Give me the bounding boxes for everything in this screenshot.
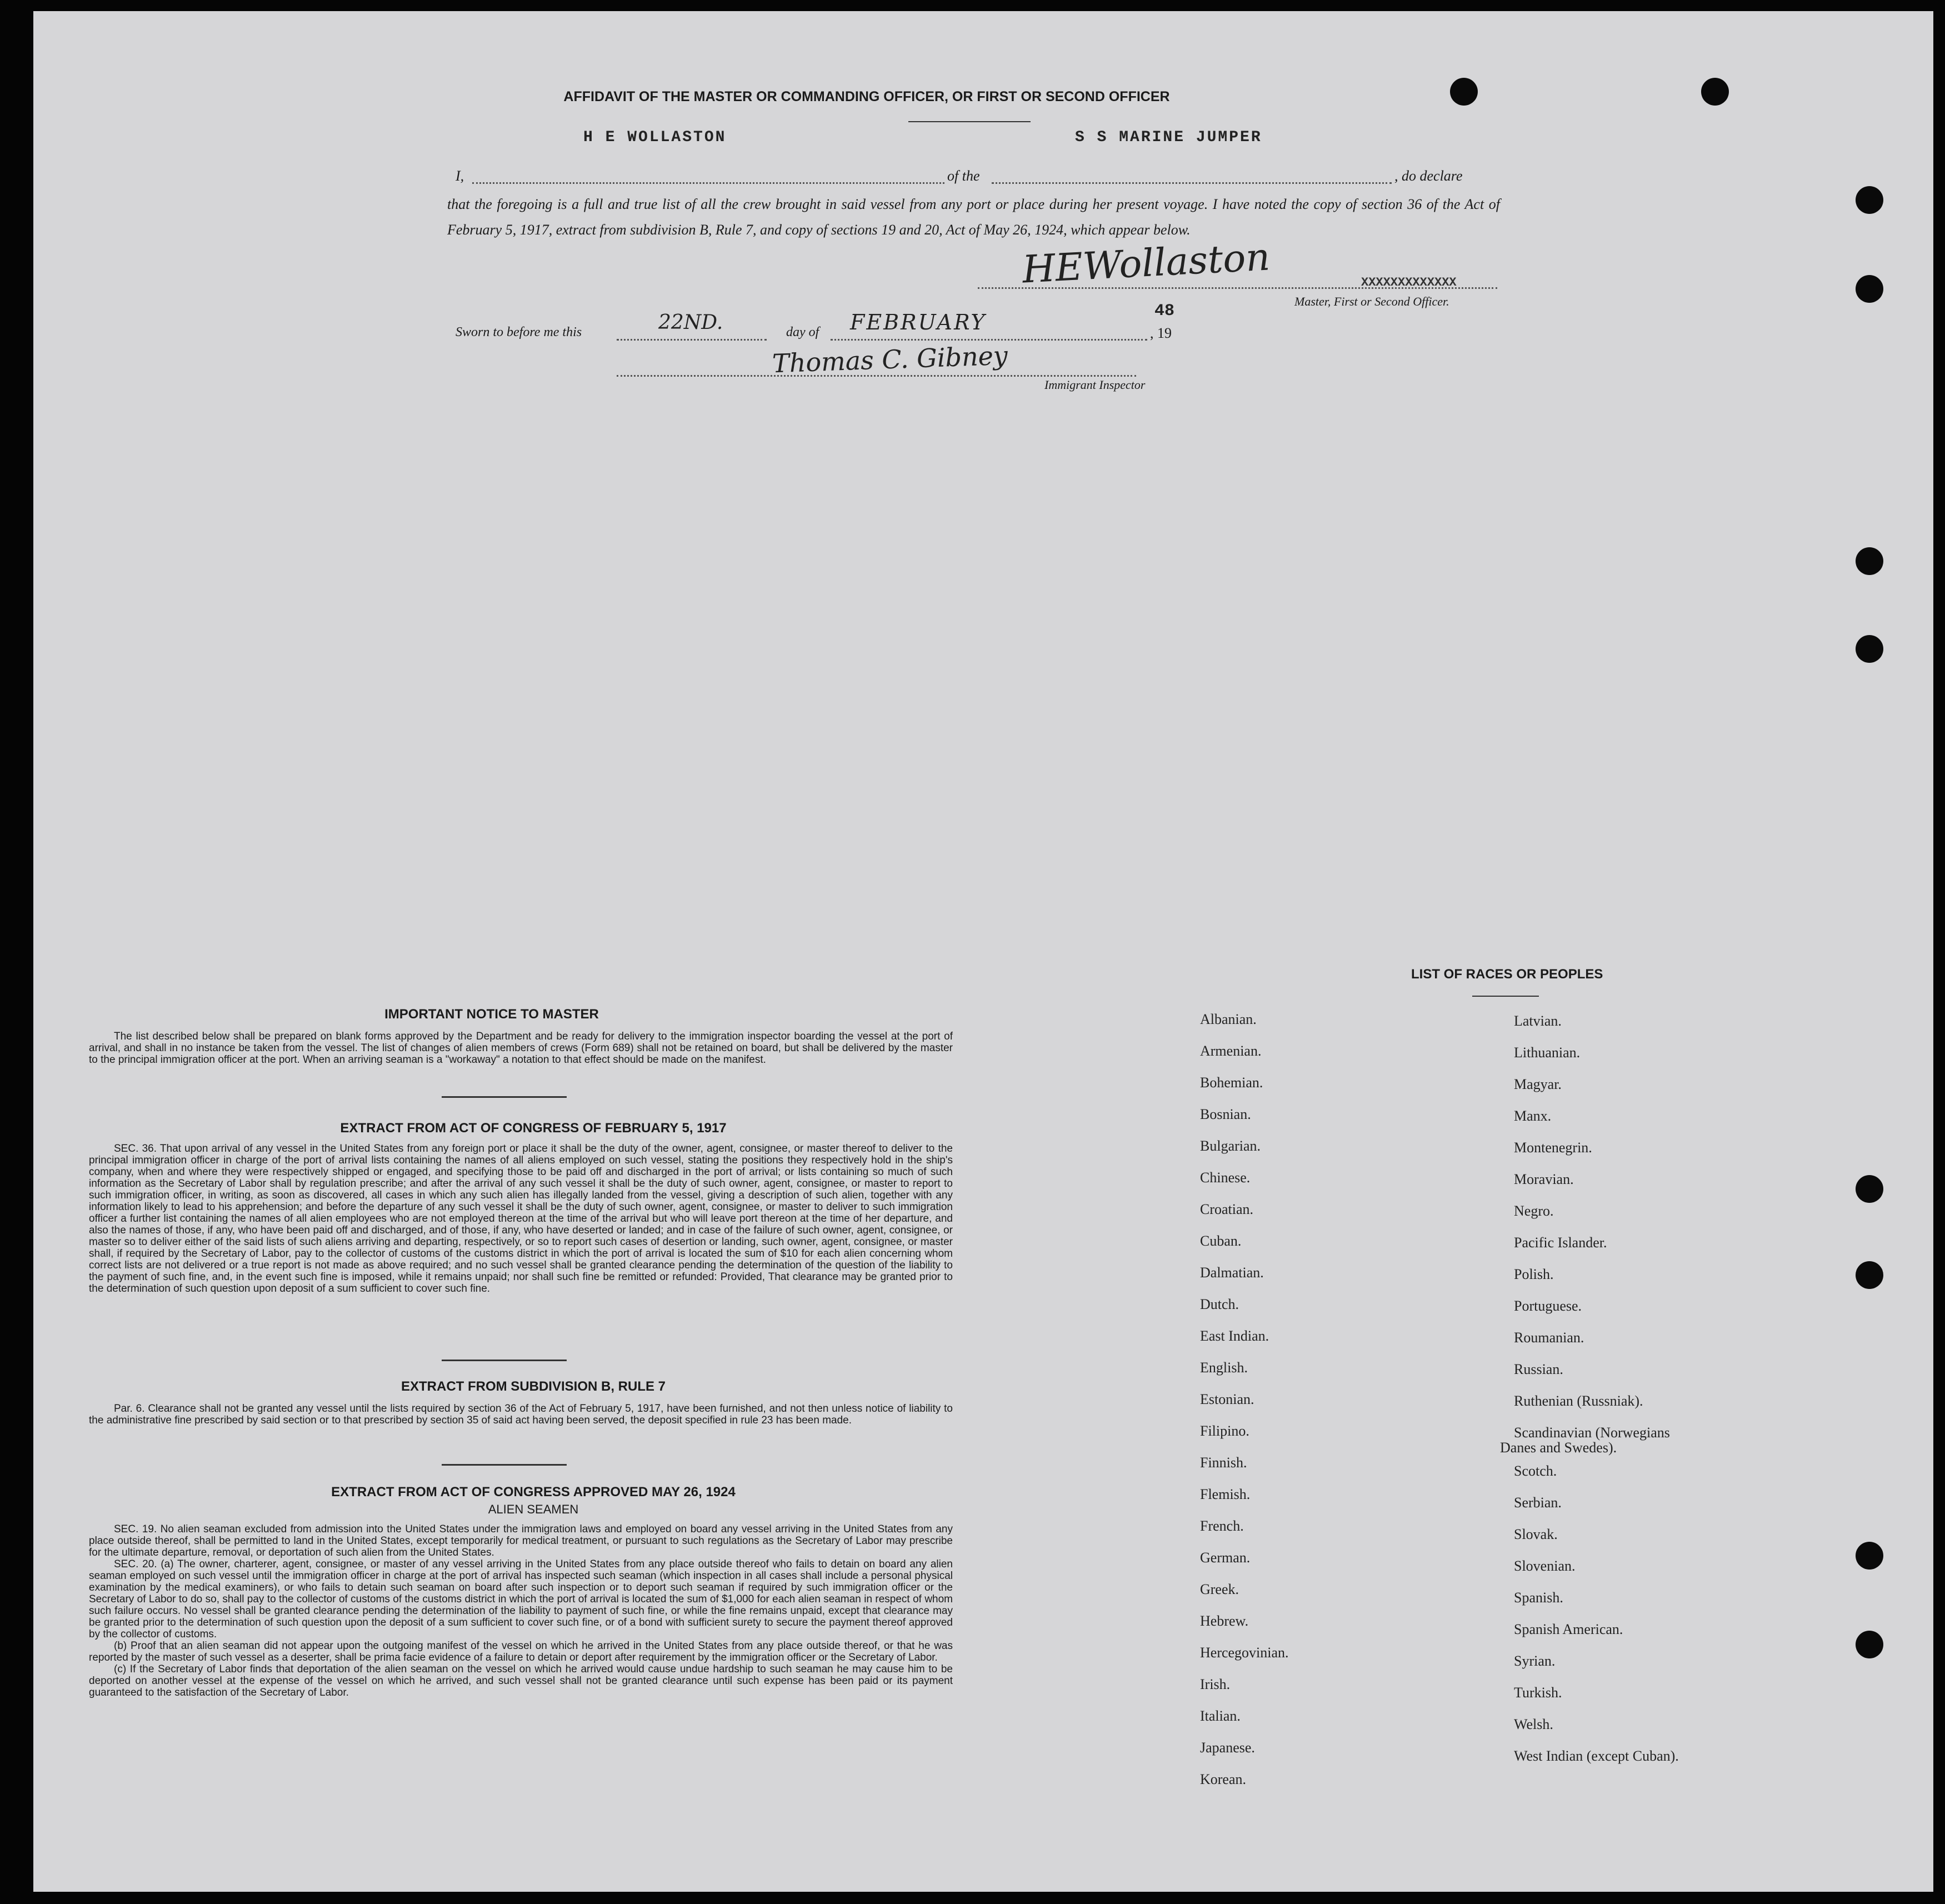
master-label: Master, First or Second Officer. [1294, 294, 1449, 308]
race-item: Montenegrin. [1514, 1140, 1592, 1156]
race-item: Lithuanian. [1514, 1045, 1581, 1061]
race-item: Flemish. [1200, 1486, 1251, 1502]
day-of-label: day of [786, 325, 819, 339]
punch-hole [1856, 547, 1883, 575]
race-item: West Indian (except Cuban). [1514, 1748, 1679, 1764]
blank-line [617, 339, 767, 341]
race-item: Irish. [1200, 1676, 1231, 1692]
race-item: Estonian. [1200, 1391, 1254, 1407]
declare-of-the: of the [947, 168, 980, 184]
race-item: Slovenian. [1514, 1558, 1576, 1574]
punch-hole [1701, 78, 1729, 106]
race-item: Scotch. [1514, 1463, 1557, 1479]
blank-line [992, 182, 1392, 184]
race-item: Ruthenian (Russniak). [1514, 1393, 1643, 1409]
struck-out-text: XXXXXXXXXXXXX [1361, 276, 1457, 289]
race-item: Spanish. [1514, 1590, 1563, 1606]
race-item: Finnish. [1200, 1455, 1247, 1471]
punch-hole [1856, 186, 1883, 214]
divider [442, 1096, 567, 1098]
divider [1472, 996, 1539, 997]
race-item: Bohemian. [1200, 1075, 1263, 1091]
race-item: German. [1200, 1550, 1251, 1566]
extract-rule7-body [89, 1403, 953, 1426]
race-item: Bosnian. [1200, 1106, 1251, 1122]
race-item: Dalmatian. [1200, 1265, 1264, 1281]
extract-1917-title: EXTRACT FROM ACT OF CONGRESS OF FEBRUARY 5, 1917 [340, 1121, 727, 1136]
sec-19-text: SEC. 19. No alien seaman excluded from admission into the United States under the immigration laws and employed on board any vessel arriving in the United States from any place outside thereof, shall be permitted to land in the United States, except temporarily for medical treatment, or pursuant to such regulations as the Secretary of Labor may prescribe for the ultimate departure, removal, or deportation of such alien from the United States. [89, 1523, 953, 1558]
race-item: Moravian. [1514, 1171, 1574, 1187]
notice-text: The list described below shall be prepared on blank forms approved by the Department and be ready for delivery to the immigration inspector boarding the vessel at the port of arrival, and shall in no instance be taken from the vessel. The list of changes of alien members of crews (Form 689) shall not be retained on board, but shall be delivered by the master to the principal immigration officer at the port. When an arriving seaman is a "workaway" a notation to that effect should be made on the manifest. [89, 1031, 953, 1066]
race-item: Pacific Islander. [1514, 1235, 1607, 1251]
race-item: Slovak. [1514, 1526, 1558, 1542]
inspector-line [617, 375, 1136, 377]
notice-body [89, 1031, 953, 1066]
race-item: Negro. [1514, 1203, 1554, 1219]
race-item: Albanian. [1200, 1011, 1257, 1027]
sec-20a-text: SEC. 20. (a) The owner, charterer, agent, consignee, or master of any vessel arriving in the United States from any place outside thereof who fails to detain on board any alien seaman employed on such vessel until the immigration officer in charge at the port of arrival has inspected such seaman (which inspection in all cases shall include a personal physical examination by the medical examiners), or who fails to detain such seaman on board after such inspection or to deport such seaman if required by such immigration officer or the Secretary of Labor to do so, shall pay to the collector of customs of the customs district in which the port of arrival is located the sum of $1,000 for each alien seaman in respect of whom such failure occurs. No vessel shall be granted clearance pending the determination of the liability to payment of such fine, or while the fine remains unpaid, except that clearance may be granted prior to the determination of such question upon the deposit of a sum sufficient to cover such fine, or of a bond with sufficient surety to secure the payment thereof approved by the collector of customs. [89, 1558, 953, 1640]
punch-hole [1450, 78, 1478, 106]
year-suffix: 48 [1154, 302, 1175, 321]
race-item: Manx. [1514, 1108, 1552, 1124]
race-item: Hebrew. [1200, 1613, 1249, 1629]
affidavit-body: that the foregoing is a full and true list of all the crew brought in said vessel from any port or place during her present voyage. I have noted the copy of section 36 of the Act of February 5, 1917, extract from subdivision B, Rule 7, and copy of sections 19 and 20, Act of May 26, 1924, which appear below. [447, 196, 1500, 238]
sec-20c-text: (c) If the Secretary of Labor finds that deportation of the alien seaman on the vessel on which he arrived would cause undue hardship to such seaman he may cause him to be deported on another vessel at the expense of the vessel on which he arrived, and such vessel shall not be granted clearance until such expense has been paid or its payment guaranteed to the satisfaction of the Secretary of Labor. [89, 1663, 953, 1698]
divider [442, 1360, 567, 1361]
inspector-signature: Thomas C. Gibney [772, 340, 1008, 379]
blank-line [831, 339, 1147, 341]
vessel-name: S S MARINE JUMPER [1075, 129, 1262, 146]
extract-1924-subtitle: ALIEN SEAMEN [488, 1502, 579, 1516]
race-item: Serbian. [1514, 1495, 1562, 1511]
race-item: Korean. [1200, 1771, 1247, 1787]
sworn-month: FEBRUARY [850, 310, 987, 334]
race-item: Roumanian. [1514, 1330, 1584, 1346]
document-sheet [33, 11, 1933, 1892]
race-item: Danes and Swedes). [1500, 1440, 1617, 1456]
blank-line [472, 182, 944, 184]
race-item: English. [1200, 1360, 1248, 1376]
race-item: Japanese. [1200, 1740, 1255, 1756]
race-item: Croatian. [1200, 1201, 1254, 1217]
punch-hole [1856, 1261, 1883, 1289]
race-item: French. [1200, 1518, 1244, 1534]
race-item: Russian. [1514, 1361, 1563, 1377]
race-item: Greek. [1200, 1581, 1239, 1597]
race-item: Magyar. [1514, 1076, 1562, 1092]
race-item: Dutch. [1200, 1296, 1239, 1312]
race-item: Italian. [1200, 1708, 1241, 1724]
extract-rule7-text: Par. 6. Clearance shall not be granted any vessel until the lists required by section 36 of the Act of February 5, 1917, have been furnished, and not then unless notice of liability to the administrative fine prescribed by said section or to that prescribed by section 35 of said act having been served, the deposit specified in rule 23 has been made. [89, 1403, 953, 1426]
race-item: Filipino. [1200, 1423, 1249, 1439]
affidavit-title: AFFIDAVIT OF THE MASTER OR COMMANDING OFFICER, OR FIRST OR SECOND OFFICER [563, 89, 1170, 104]
declare-text: , do declare [1394, 168, 1463, 184]
extract-1917-text: SEC. 36. That upon arrival of any vessel in the United States from any foreign port or place it shall be the duty of the owner, agent, consignee, or master thereof to deliver to the principal immigration officer in charge of the port of arrival lists containing the names of all aliens employed on such vessel, stating the positions they respectively hold in the ship's company, when and where they were respectively shipped or engaged, and specifying those to be paid off and discharged in the port of arrival; or lists containing so much of such information as the Secretary of Labor shall by regulation prescribe; and after the arrival of any such vessel it shall be the duty of such owner, agent, consignee, or master to report to such immigration officer, in writing, as soon as discovered, all cases in which any such alien has illegally landed from the vessel, giving a description of such alien, together with any information likely to lead to his apprehension; and before the departure of any such vessel it shall be the duty of such owner, agent, consignee, or master to deliver to such immigration officer a further list containing the names of all alien employees who are not employed thereon at the time of the arrival but who will leave port thereon at the time of her departure, and also the names of those, if any, who have been paid off and discharged, and of those, if any, who have deserted or landed; and in case of the failure of such owner, agent, consignee, or master so to deliver either of the said lists of such aliens arriving and departing, respectively, or so to report such cases of desertion or landing, such owner, agent, consignee, or master shall, if required by the Secretary of Labor, pay to the collector of customs of the customs district in which the port of arrival is located the sum of $10 for each alien concerning whom correct lists are not delivered or a true report is not made as above required; and no such vessel shall be granted clearance pending the determination of the question of the liability to the payment of such fine, and, in the event such fine is imposed, while it remains unpaid; nor shall such fine be remitted or refunded: Provided, That clearance may be granted prior to the determination of such question upon deposit of a sum sufficient to cover such fine. [89, 1143, 953, 1295]
punch-hole [1856, 275, 1883, 303]
sec-20b-text: (b) Proof that an alien seaman did not appear upon the outgoing manifest of the vessel on which he arrived in the United States from any place outside thereof, or that he was reported by the master of such vessel as a deserter, shall be prima facie evidence of a failure to detain or deport after requirement by the immigration officer or the Secretary of Labor. [89, 1640, 953, 1663]
race-item: Scandinavian (Norwegians [1514, 1425, 1670, 1441]
race-item: Syrian. [1514, 1653, 1556, 1669]
race-item: Hercegovinian. [1200, 1645, 1289, 1661]
punch-hole [1856, 1631, 1883, 1658]
race-item: Portuguese. [1514, 1298, 1582, 1314]
race-item: Spanish American. [1514, 1621, 1623, 1637]
extract-rule7-title: EXTRACT FROM SUBDIVISION B, RULE 7 [401, 1379, 666, 1394]
extract-1924-title: EXTRACT FROM ACT OF CONGRESS APPROVED MAY 26, 1924 [331, 1485, 736, 1500]
extract-1924-body [89, 1523, 953, 1698]
extract-1917-body [89, 1143, 953, 1295]
year-prefix: , 19 [1150, 325, 1172, 341]
race-item: Armenian. [1200, 1043, 1262, 1059]
inspector-label: Immigrant Inspector [1044, 378, 1146, 392]
race-item: Welsh. [1514, 1716, 1553, 1732]
race-item: Cuban. [1200, 1233, 1242, 1249]
divider [908, 121, 1031, 122]
punch-hole [1856, 1175, 1883, 1203]
race-item: Bulgarian. [1200, 1138, 1261, 1154]
master-name: H E WOLLASTON [583, 129, 727, 146]
divider [442, 1464, 567, 1466]
master-signature: HEWollaston [1021, 235, 1271, 292]
race-item: East Indian. [1200, 1328, 1269, 1344]
punch-hole [1856, 635, 1883, 663]
declare-i: I, [456, 168, 464, 184]
races-title: LIST OF RACES OR PEOPLES [1411, 967, 1603, 982]
race-item: Turkish. [1514, 1685, 1562, 1701]
race-item: Chinese. [1200, 1170, 1251, 1186]
sworn-day: 22ND. [658, 311, 723, 334]
race-item: Latvian. [1514, 1013, 1562, 1029]
punch-hole [1856, 1542, 1883, 1570]
sworn-label: Sworn to before me this [456, 325, 582, 339]
notice-title: IMPORTANT NOTICE TO MASTER [384, 1007, 599, 1022]
race-item: Polish. [1514, 1266, 1554, 1282]
